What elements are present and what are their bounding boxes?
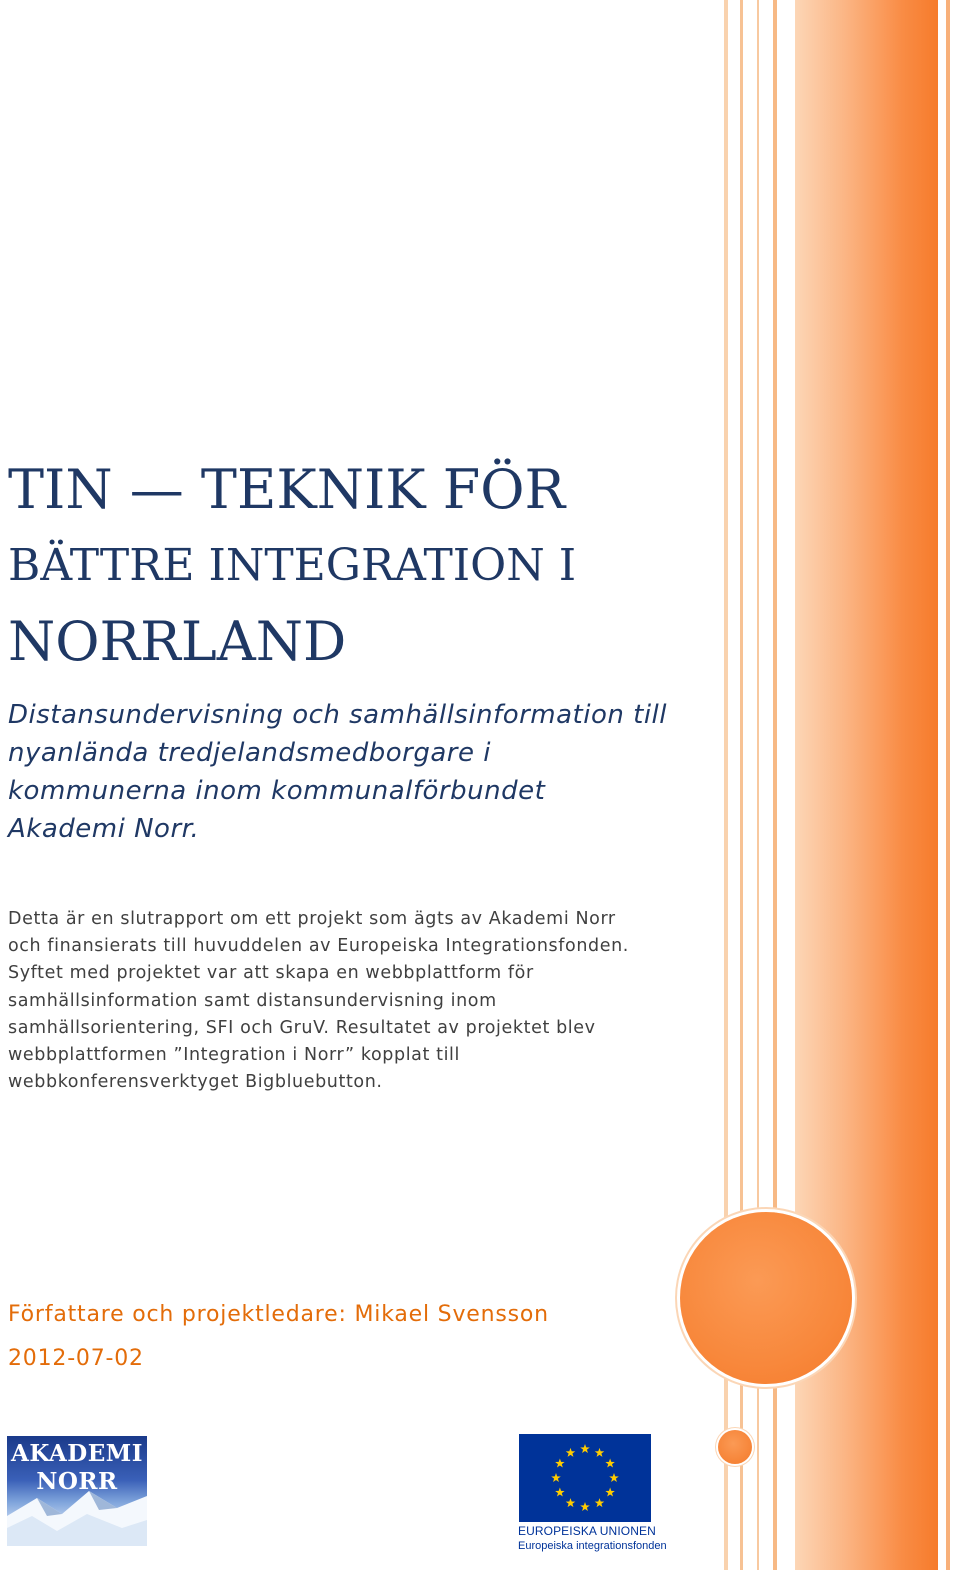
summary-line: webbkonferensverktyget Bigbluebutton. [8,1072,383,1093]
eu-star-icon [605,1488,615,1497]
document-subtitle [8,696,708,848]
title-line-3: NORRLAND [8,610,347,673]
eu-logo-text: EUROPEISKA UNIONEN [518,1524,656,1538]
eu-star-icon [566,1498,576,1507]
eu-stars-icon [519,1434,651,1522]
summary-line: samhällsinformation samt distansundervisning inom [8,990,497,1011]
author-line: Författare och projektledare: Mikael Svensson [8,1302,549,1327]
eu-star-icon [566,1448,576,1457]
summary-line: Detta är en slutrapport om ett projekt som ägts av Akademi Norr [8,909,616,929]
eu-flag-icon [519,1434,651,1522]
logo-text-norr: NORR [36,1468,118,1495]
logo-text-akademi: AKADEMI [11,1440,143,1467]
eu-star-icon [555,1488,565,1497]
decorative-stripe [946,0,950,1570]
eu-star-icon [609,1473,619,1482]
subtitle-line: Distansundervisning och samhällsinformation till [8,700,667,730]
title-line-1: TIN — TEKNIK FÖR [8,458,566,521]
eu-star-icon [580,1444,590,1453]
subtitle-line: nyanlända tredjelandsmedborgare i [8,738,491,768]
document-title [8,452,698,680]
decorative-large-circle [680,1212,852,1384]
eu-star-icon [580,1502,590,1511]
subtitle-line: Akademi Norr. [8,814,200,844]
eu-star-icon [605,1459,615,1468]
report-date: 2012-07-02 [8,1346,144,1371]
akademi-norr-logo [7,1436,147,1546]
eu-star-icon [555,1459,565,1468]
summary-paragraph [8,906,688,1096]
decorative-small-circle [718,1430,752,1464]
title-line-2: BÄTTRE INTEGRATION I [8,540,577,591]
subtitle-line: kommunerna inom kommunalförbundet [8,776,546,806]
summary-line: Syftet med projektet var att skapa en webbplattform för [8,963,534,984]
summary-line: samhällsorientering, SFI och GruV. Resultatet av projektet blev [8,1017,596,1038]
eu-star-icon [551,1473,561,1482]
eu-logo-subtext: Europeiska integrationsfonden [518,1540,667,1552]
eu-star-icon [595,1498,605,1507]
summary-line: och finansierats till huvuddelen av Europeiska Integrationsfonden. [8,936,629,957]
eu-star-icon [595,1448,605,1457]
summary-line: webbplattformen ”Integration i Norr” kopplat till [8,1045,460,1066]
